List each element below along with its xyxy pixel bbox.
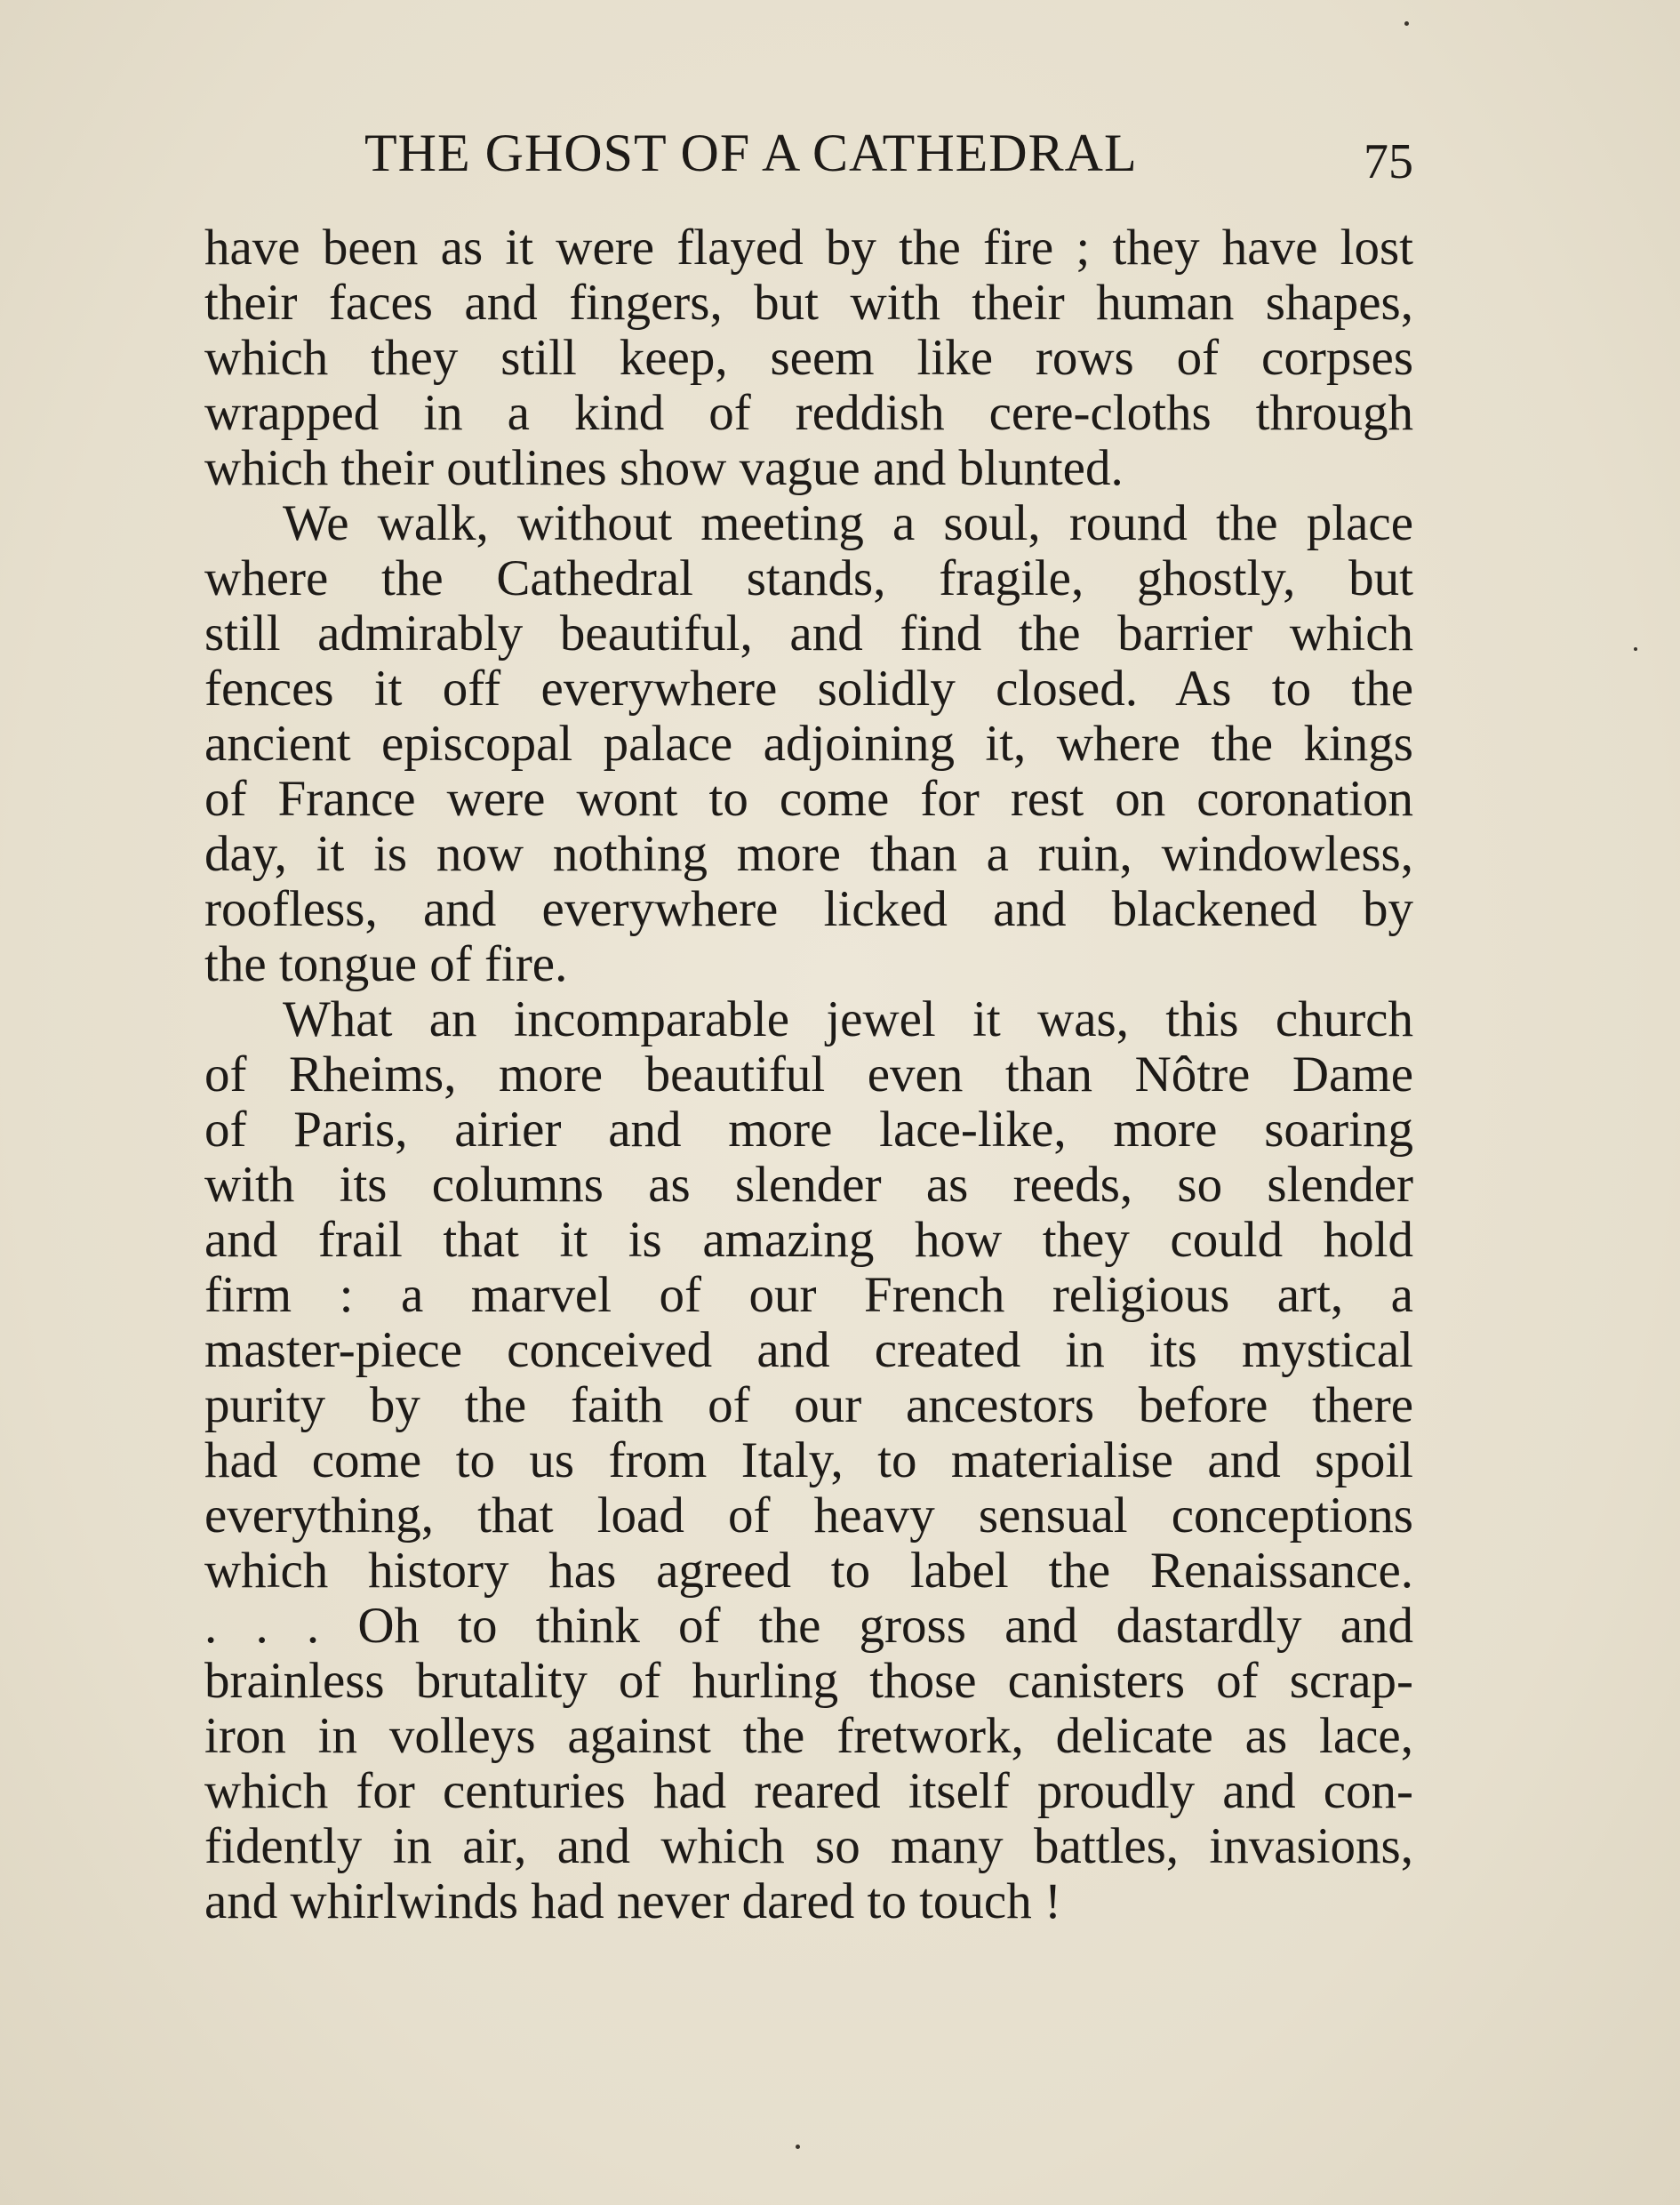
text-line: of France were wont to come for rest on coronation [204, 771, 1413, 827]
page-number: 75 [1364, 134, 1413, 189]
running-head-title: THE GHOST OF A CATHEDRAL [364, 124, 1138, 182]
text-line: . . . Oh to think of the gross and dastardly and [204, 1598, 1413, 1654]
paper-speck [796, 2145, 800, 2149]
text-line: where the Cathedral stands, fragile, ghostly, but [204, 550, 1413, 606]
text-line: still admirably beautiful, and find the barrier which [204, 605, 1413, 662]
text-line: iron in volleys against the fretwork, delicate as lace, [204, 1708, 1413, 1764]
text-line: fences it off everywhere solidly closed. As to the [204, 661, 1413, 717]
text-line: have been as it were flayed by the fire ; they have lost [204, 220, 1413, 276]
text-line: which history has agreed to label the Renaissance. [204, 1543, 1413, 1599]
text-line: which for centuries had reared itself proudly and con- [204, 1763, 1413, 1819]
text-line: purity by the faith of our ancestors before there [204, 1377, 1413, 1433]
paper-speck [1404, 21, 1409, 26]
text-line: day, it is now nothing more than a ruin, windowless, [204, 826, 1413, 882]
text-line: of Paris, airier and more lace-like, more soaring [204, 1102, 1413, 1158]
text-line: of Rheims, more beautiful even than Nôtre Dame [204, 1046, 1413, 1102]
running-head [204, 116, 1413, 187]
text-line: and frail that it is amazing how they could hold [204, 1212, 1413, 1268]
text-line: master-piece conceived and created in its mystical [204, 1322, 1413, 1378]
text-line: fidently in air, and which so many battles, invasions, [204, 1818, 1413, 1874]
text-line: ancient episcopal palace adjoining it, where the kings [204, 716, 1413, 772]
text-line: and whirlwinds had never dared to touch ! [204, 1873, 1061, 1929]
body-text [204, 220, 1413, 1929]
text-line: which they still keep, seem like rows of corpses [204, 330, 1413, 386]
text-line: roofless, and everywhere licked and blackened by [204, 881, 1413, 937]
paragraph-start-line: We walk, without meeting a soul, round the place [283, 495, 1413, 551]
text-line: everything, that load of heavy sensual conceptions [204, 1487, 1413, 1544]
text-line: had come to us from Italy, to materialise and spoil [204, 1432, 1413, 1488]
paper-speck [1634, 647, 1637, 651]
text-line: their faces and fingers, but with their human shapes, [204, 275, 1413, 331]
text-line: with its columns as slender as reeds, so slender [204, 1157, 1413, 1213]
text-line: brainless brutality of hurling those canisters of scrap- [204, 1653, 1413, 1709]
text-line: wrapped in a kind of reddish cere-cloths through [204, 385, 1413, 441]
text-line: which their outlines show vague and blunted. [204, 440, 1124, 496]
text-line: firm : a marvel of our French religious art, a [204, 1267, 1413, 1323]
text-line: the tongue of fire. [204, 936, 568, 992]
paragraph-start-line: What an incomparable jewel it was, this church [283, 991, 1413, 1047]
